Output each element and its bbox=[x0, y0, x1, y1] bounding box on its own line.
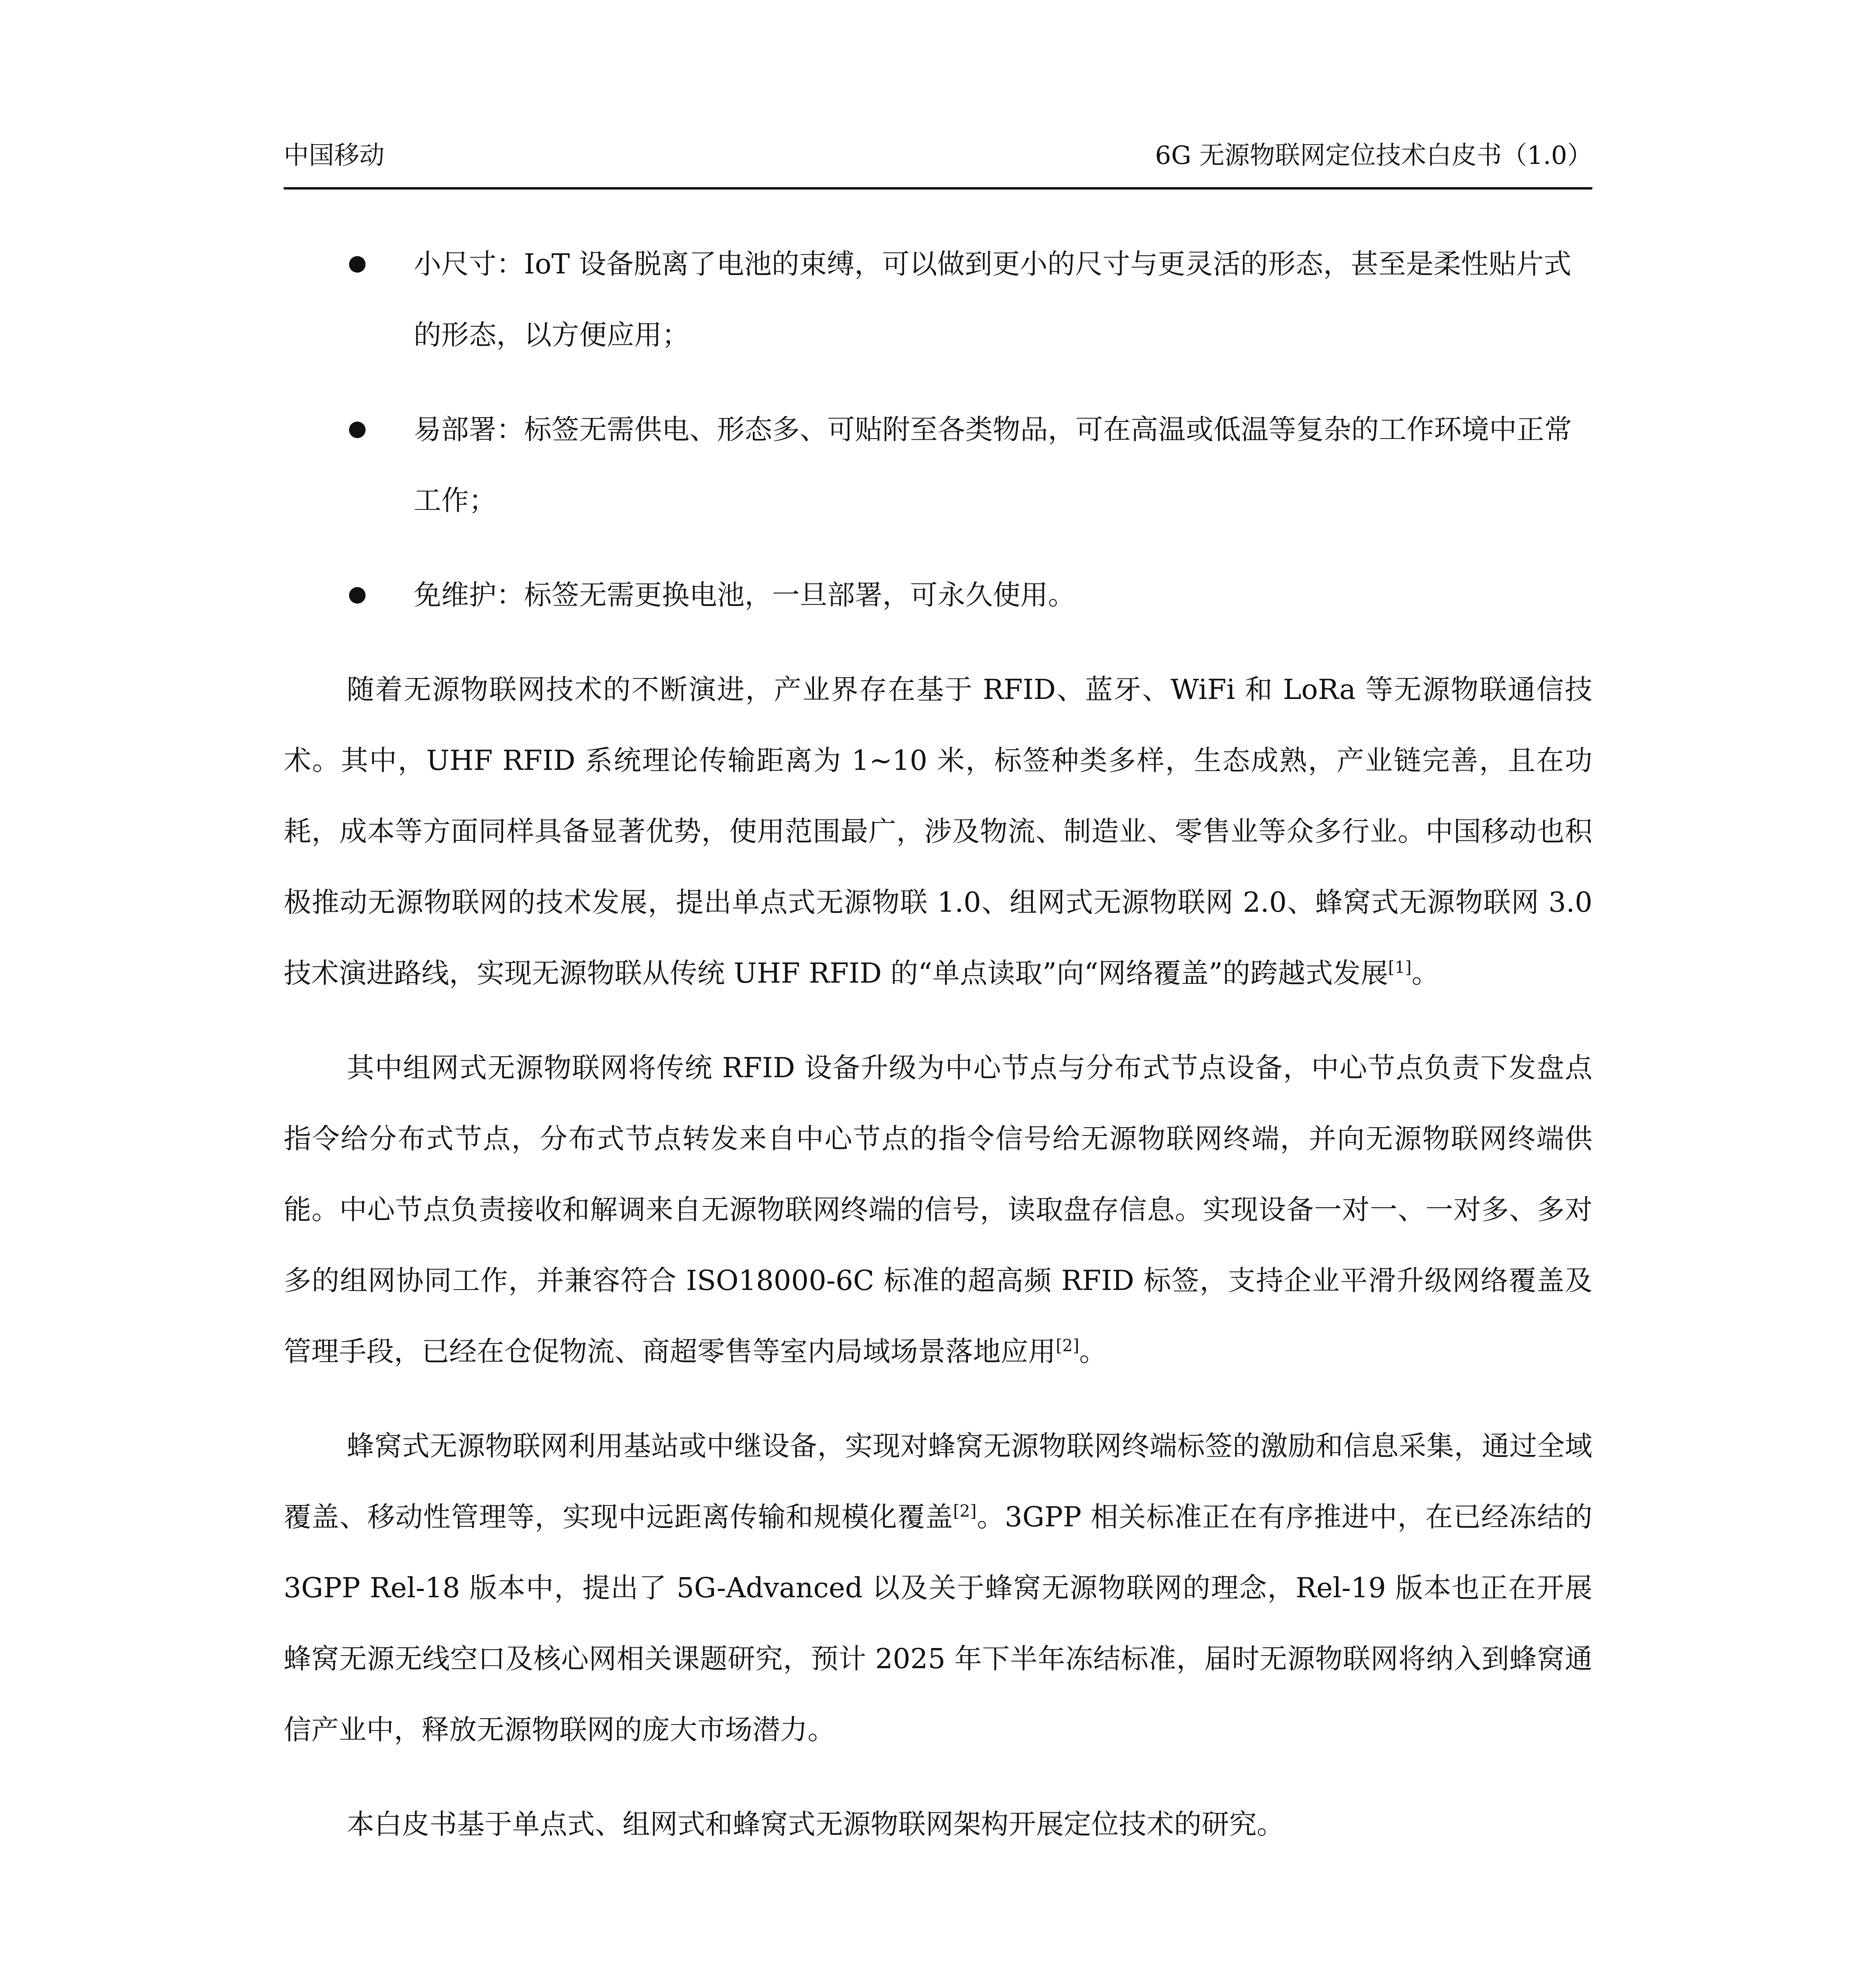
paragraph-networked bbox=[284, 1032, 1592, 1387]
bullet-text: 易部署：标签无需供电、形态多、可贴附至各类物品，可在高温或低温等复杂的工作环境中正常工作； bbox=[414, 413, 1572, 517]
paragraph-text: 其中组网式无源物联网将传统 RFID 设备升级为中心节点与分布式节点设备，中心节点负责下发盘点指令给分布式节点，分布式节点转发来自中心节点的指令信号给无源物联网终端，并向无源物联网终端供能。中心节点负责接收和解调来自无源物联网终端的信号，读取盘存信息。实现设备一对一、一对多、多对多的组网协同工作，并兼容符合 ISO18000-6C 标准的超高频 RFID 标签，支持企业平滑升级网络覆盖及管理手段，已经在仓促物流、商超零售等室内局域场景落地应用 bbox=[284, 1052, 1592, 1368]
bullet-item-deploy bbox=[284, 394, 1592, 536]
paragraph-text: 本白皮书基于单点式、组网式和蜂窝式无源物联网架构开展定位技术的研究。 bbox=[347, 1808, 1284, 1840]
paragraph-tail: 。 bbox=[1079, 1335, 1107, 1368]
paragraph-cellular bbox=[284, 1411, 1592, 1765]
bullet-item-maintenance bbox=[284, 559, 1592, 630]
citation-ref: [2] bbox=[1056, 1336, 1079, 1355]
page-body bbox=[284, 229, 1592, 1883]
bullet-dot-icon bbox=[349, 256, 366, 273]
paragraph-text: 随着无源物联网技术的不断演进，产业界存在基于 RFID、蓝牙、WiFi 和 LoRa 等无源物联通信技术。其中，UHF RFID 系统理论传输距离为 1~10 米，标签种类多样，生态成熟，产业链完善，且在功耗，成本等方面同样具备显著优势，使用范围最广，涉及物流、制造业、零售业等众多行业。中国移动也积极推动无源物联网的技术发展，提出单点式无源物联 1.0、组网式无源物联网 2.0、蜂窝式无源物联网 3.0 技术演进路线，实现无源物联从传统 UHF RFID 的“单点读取”向“网络覆盖”的跨越式发展 bbox=[284, 673, 1592, 989]
paragraph-text: 蜂窝式无源物联网利用基站或中继设备，实现对蜂窝无源物联网终端标签的激励和信息采集，通过全域覆盖、移动性管理等，实现中远距离传输和规模化覆盖 bbox=[284, 1430, 1592, 1533]
paragraph-tail: 。3GPP 相关标准正在有序推进中，在已经冻结的 3GPP Rel-18 版本中，提出了 5G-Advanced 以及关于蜂窝无源物联网的理念，Rel-19 版本也正在开展蜂窝无源无线空口及核心网相关课题研究，预计 2025 年下半年冻结标准，届时无源物联网将纳入到蜂窝通信产业中，释放无源物联网的庞大市场潜力。 bbox=[284, 1501, 1593, 1746]
bullet-dot-icon bbox=[349, 422, 366, 438]
paragraph-tail: 。 bbox=[1412, 957, 1440, 989]
bullet-dot-icon bbox=[349, 587, 366, 604]
header-doc-title: 6G 无源物联网定位技术白皮书（1.0） bbox=[1155, 141, 1592, 170]
bullet-text: 免维护：标签无需更换电池，一旦部署，可永久使用。 bbox=[414, 579, 1075, 611]
bullet-item-size bbox=[284, 229, 1592, 370]
citation-ref: [1] bbox=[1388, 957, 1412, 977]
paragraph-industry bbox=[284, 654, 1592, 1009]
bullet-text: 小尺寸：IoT 设备脱离了电池的束缚，可以做到更小的尺寸与更灵活的形态，甚至是柔性贴片式的形态，以方便应用； bbox=[414, 248, 1571, 351]
header-org: 中国移动 bbox=[284, 141, 384, 170]
page-header bbox=[284, 128, 1592, 190]
paragraph-scope bbox=[284, 1789, 1592, 1860]
citation-ref: [2] bbox=[953, 1501, 977, 1521]
